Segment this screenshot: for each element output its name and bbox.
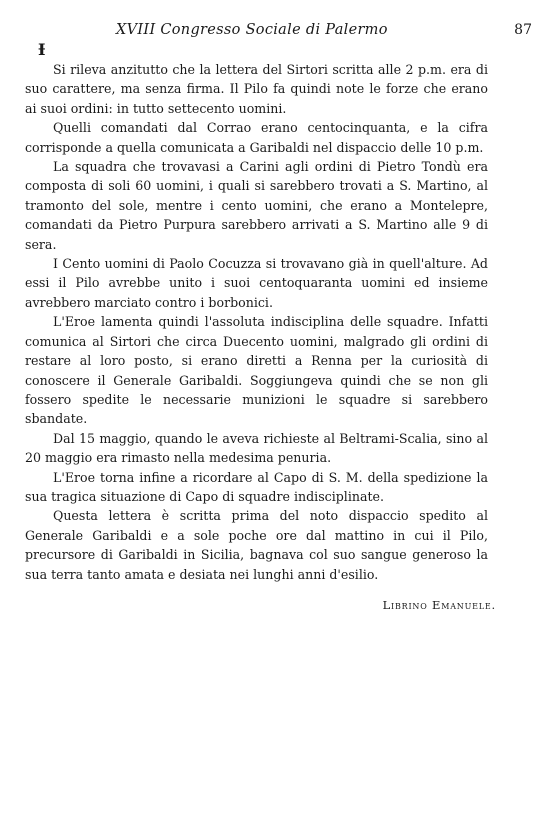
header-title: XVIII Congresso Sociale di Palermo [116,22,388,38]
paragraph: Dal 15 maggio, quando le aveva richieste al Beltrami-Scalia, sino al 20 maggio era rimasto nella medesima penuria. [25,430,488,466]
paragraph: Si rileva anzitutto che la lettera del Sirtori scritta alle 2 p.m. era di suo carattere, ma senza firma. Il Pilo fa quindi note le forze che erano ai suoi ordini: in tutto settecento uomini. [25,62,488,116]
paragraph: L'Eroe torna infine a ricordare al Capo di S. M. della spedizione la sua tragica situazione di Capo di squadre indisciplinate. [25,469,488,504]
body-text [25,60,488,584]
paragraph: I Cento uomini di Paolo Cocuzza si trovavano già in quell'alture. Ad essi il Pilo avrebbe unito i suoi centoquaranta uomini ed insieme avrebbero marciato contro i borbonici. [25,256,488,310]
paragraph: L'Eroe lamenta quindi l'assoluta indisciplina delle squadre. Infatti comunica al Sirtori che circa Duecento uomini, malgrado gli ordini di restare al loro posto, si erano diretti a Renna per la curiosità di conoscere il Generale Garibaldi. Soggiungeva quindi che se non gli fossero spedite le necessarie munizioni le squadre si sarebbero sbandate. [25,314,488,427]
paragraph: La squadra che trovavasi a Carini agli ordini di Pietro Tondù era composta di soli 60 uomini, i quali si sarebbero trovati a S. Martino, al tramonto del sole, mentre i cento uomini, che erano a Montelepre, comandati da Pietro Purpura sarebbero arrivati a S. Martino alle 9 di sera. [25,159,488,252]
paragraph: Questa lettera è scritta prima del noto dispaccio spedito al Generale Garibaldi e a sole poche ore dal mattino in cui il Pilo, precursore di Garibaldi in Sicilia, bagnava col suo sangue generoso la sua terra tanto amata e desiata nei lunghi anni d'esilio. [25,508,488,582]
paragraph: Quelli comandati dal Corrao erano centocinquanta, e la cifra corrisponde a quella comunicata a Garibaldi nel dispaccio delle 10 p.m. [25,120,488,155]
page-number: 87 [514,22,532,38]
author-signature: Librino Emanuele. [382,598,496,612]
margin-mark: Ɨ [38,40,46,59]
running-header [24,22,532,42]
